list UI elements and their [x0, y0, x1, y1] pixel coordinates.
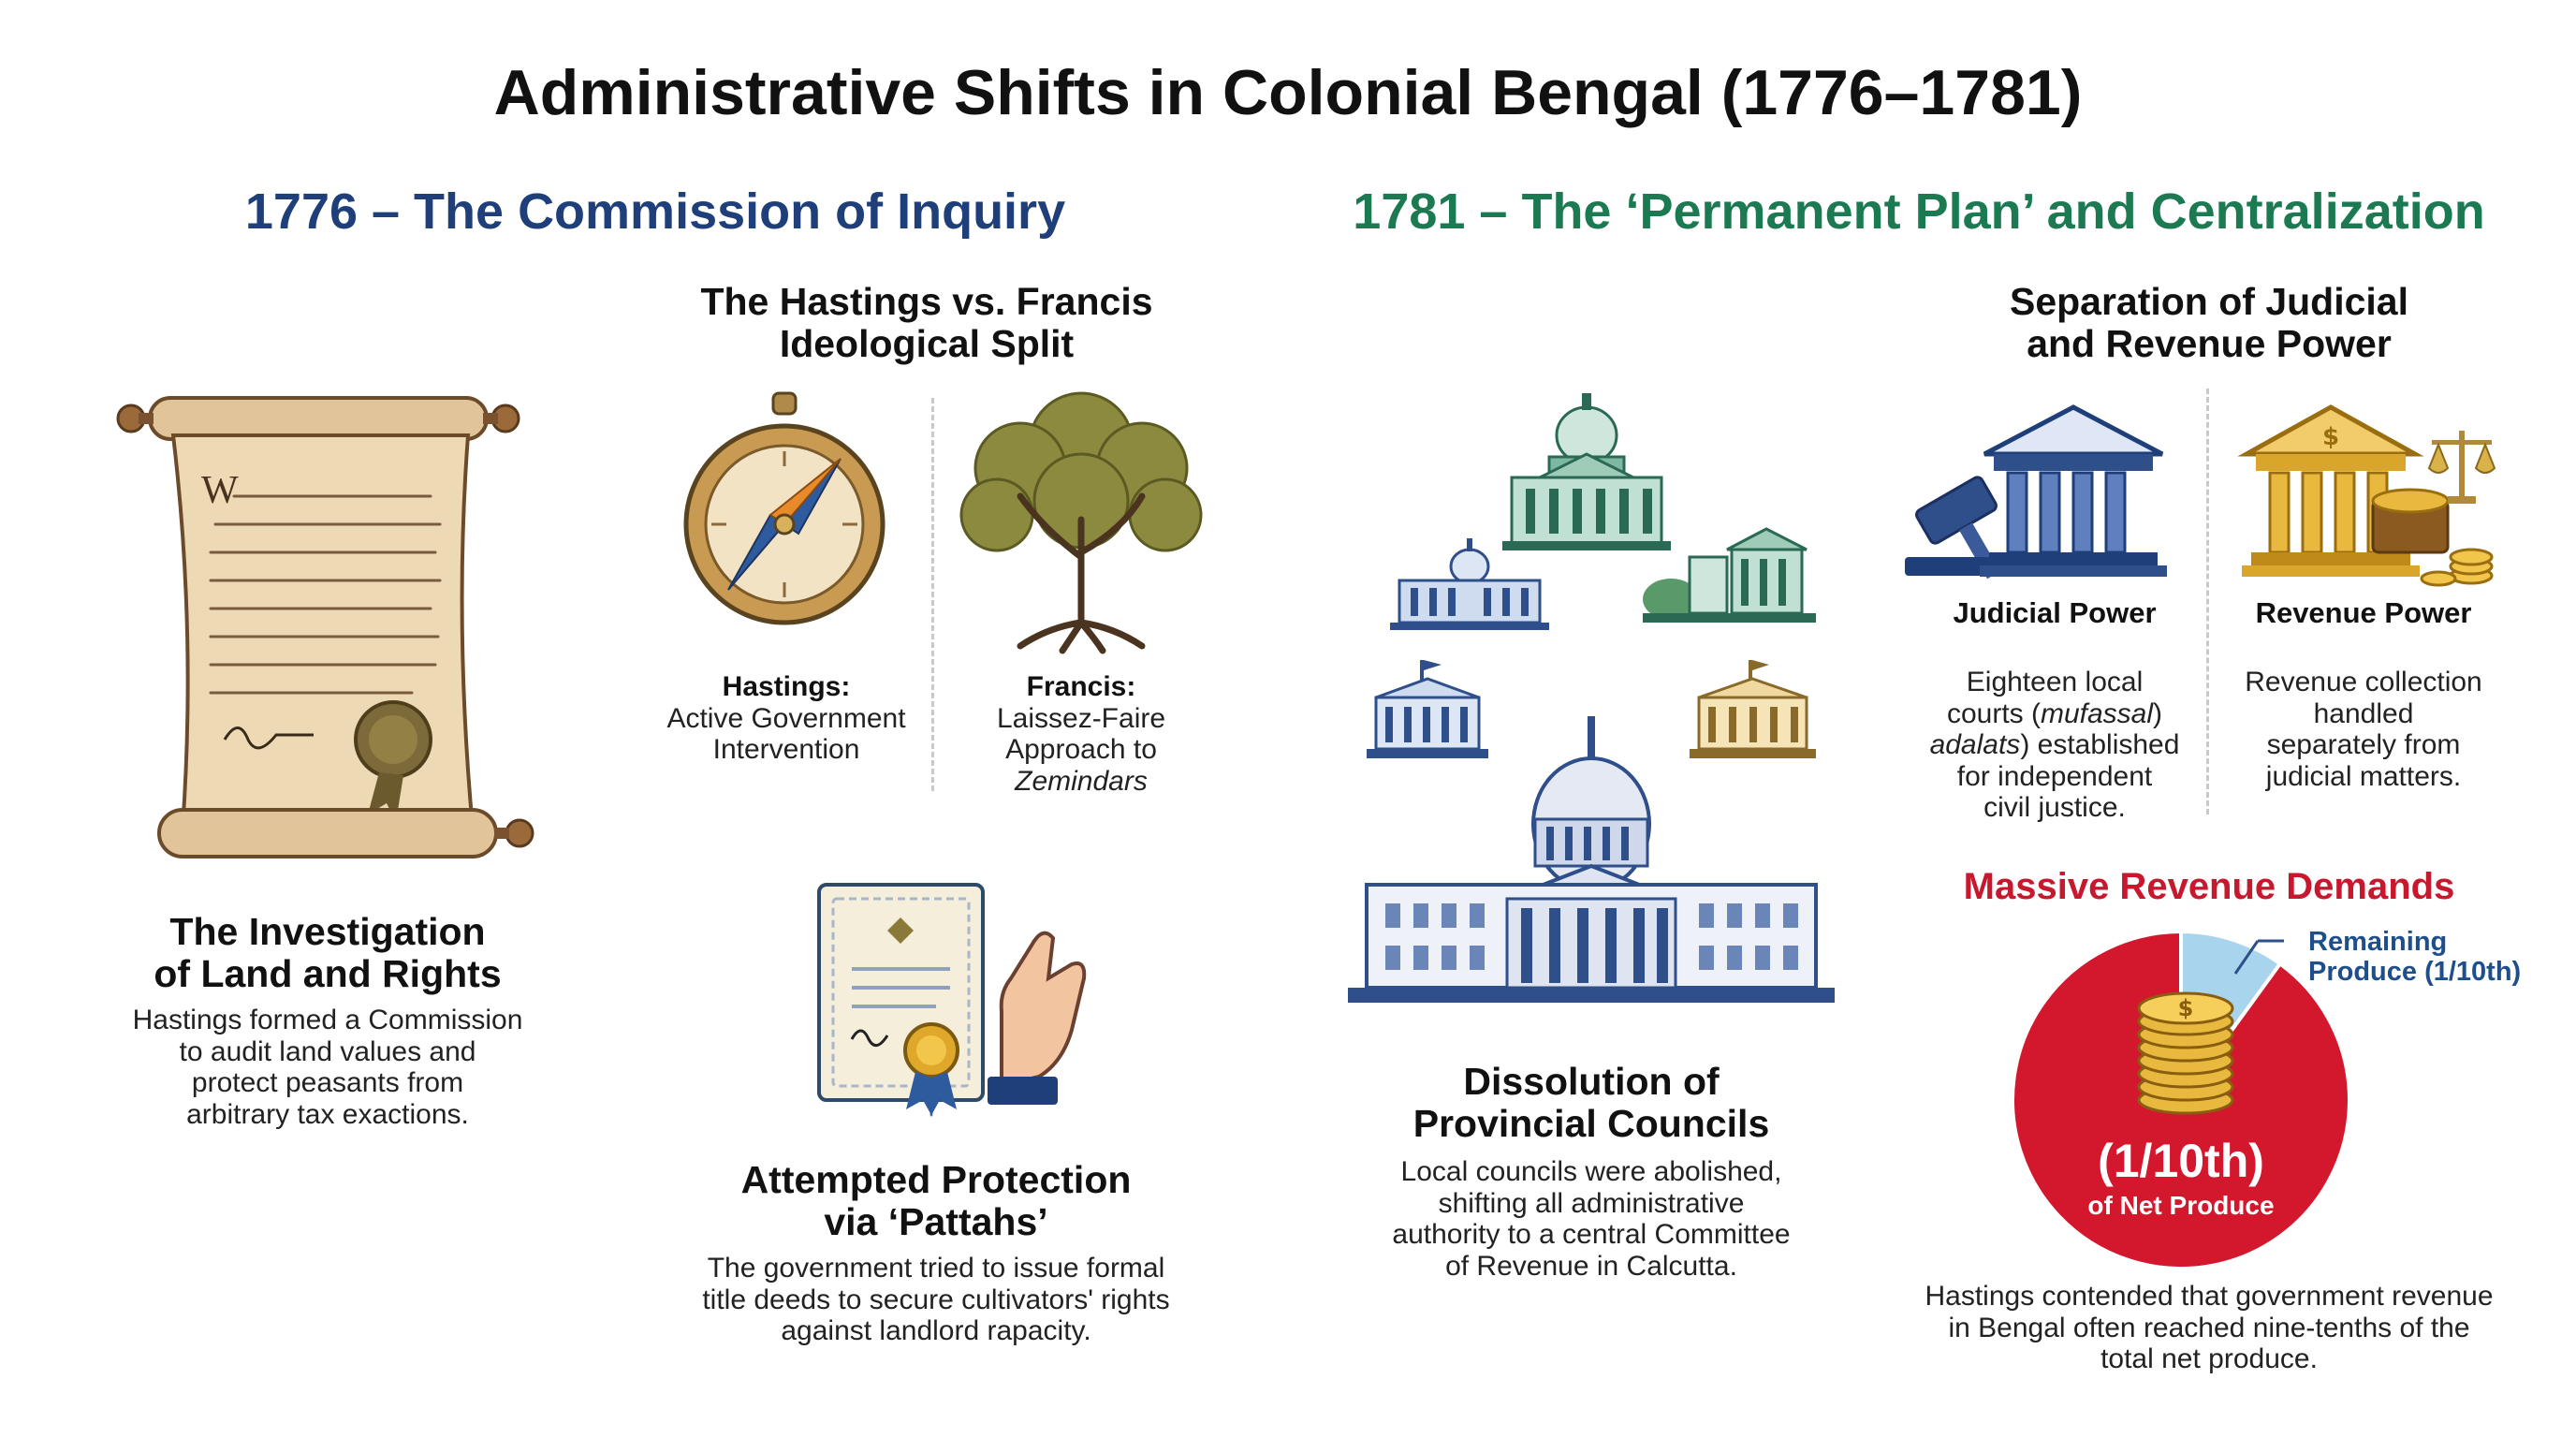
scales-icon [2424, 426, 2499, 506]
split-divider [931, 398, 934, 791]
courthouse-icon [1975, 393, 2172, 580]
investigation-body: Hastings formed a Commission to audit land values and protect peasants from arbitrary tax exactions. [132, 1005, 523, 1130]
right-section-heading: 1781 – The ‘Permanent Plan’ and Centralization [1353, 183, 2485, 240]
pie-center-label: of Net Produce [2087, 1191, 2275, 1220]
pattahs-body: The government tried to issue formal title deeds to secure cultivators' rights against landlord rapacity. [702, 1253, 1170, 1347]
judicial-body: Eighteen local courts (mufassal) adalats) established for independent civil justice. [1929, 667, 2180, 824]
hand-icon [983, 927, 1095, 1105]
page-title: Administrative Shifts in Colonial Bengal (1776–1781) [493, 57, 2083, 128]
separation-heading: Separation of Judicial and Revenue Power [2009, 280, 2409, 366]
coins-icon [2139, 993, 2232, 1113]
hastings-text: Hastings: Active Government Intervention [666, 671, 906, 766]
tree-icon [955, 389, 1208, 651]
separation-divider [2206, 389, 2209, 814]
revenue-body: Revenue collection handled separately from judicial matters. [2245, 667, 2482, 792]
revenue-demands-heading: Massive Revenue Demands [1963, 866, 2455, 907]
left-section-heading: 1776 – The Commission of Inquiry [244, 183, 1066, 240]
svg-text:$: $ [2177, 995, 2194, 1021]
remaining-produce-label: Remaining Produce (1/10th) [2308, 927, 2522, 988]
split-heading: The Hastings vs. Francis Ideological Split [700, 280, 1153, 366]
capitol-icon [1643, 520, 1816, 627]
revenue-caption: Hastings contended that government revenue in Bengal often reached nine-tenths of the total net produce. [1925, 1281, 2494, 1375]
francis-text: Francis: Laissez-Faire Approach to Zemindars [996, 671, 1166, 797]
capitol-icon [1390, 534, 1549, 632]
compass-icon [681, 393, 887, 627]
svg-text:W: W [201, 469, 239, 512]
svg-text:$: $ [2321, 423, 2340, 451]
pie-center-value: (1/10th) [2098, 1135, 2264, 1187]
revenue-power-label: Revenue Power [2255, 596, 2472, 629]
pattahs-heading: Attempted Protection via ‘Pattahs’ [740, 1158, 1132, 1244]
councils-heading: Dissolution of Provincial Councils [1412, 1060, 1770, 1146]
scroll-icon [94, 389, 562, 875]
councils-body: Local councils were abolished, shifting all administrative authority to a central Committee of Revenue in Calcutta. [1392, 1156, 1791, 1282]
judicial-power-label: Judicial Power [1953, 596, 2157, 629]
investigation-heading: The Investigation of Land and Rights [154, 910, 502, 996]
capitol-icon [1348, 716, 1835, 1011]
